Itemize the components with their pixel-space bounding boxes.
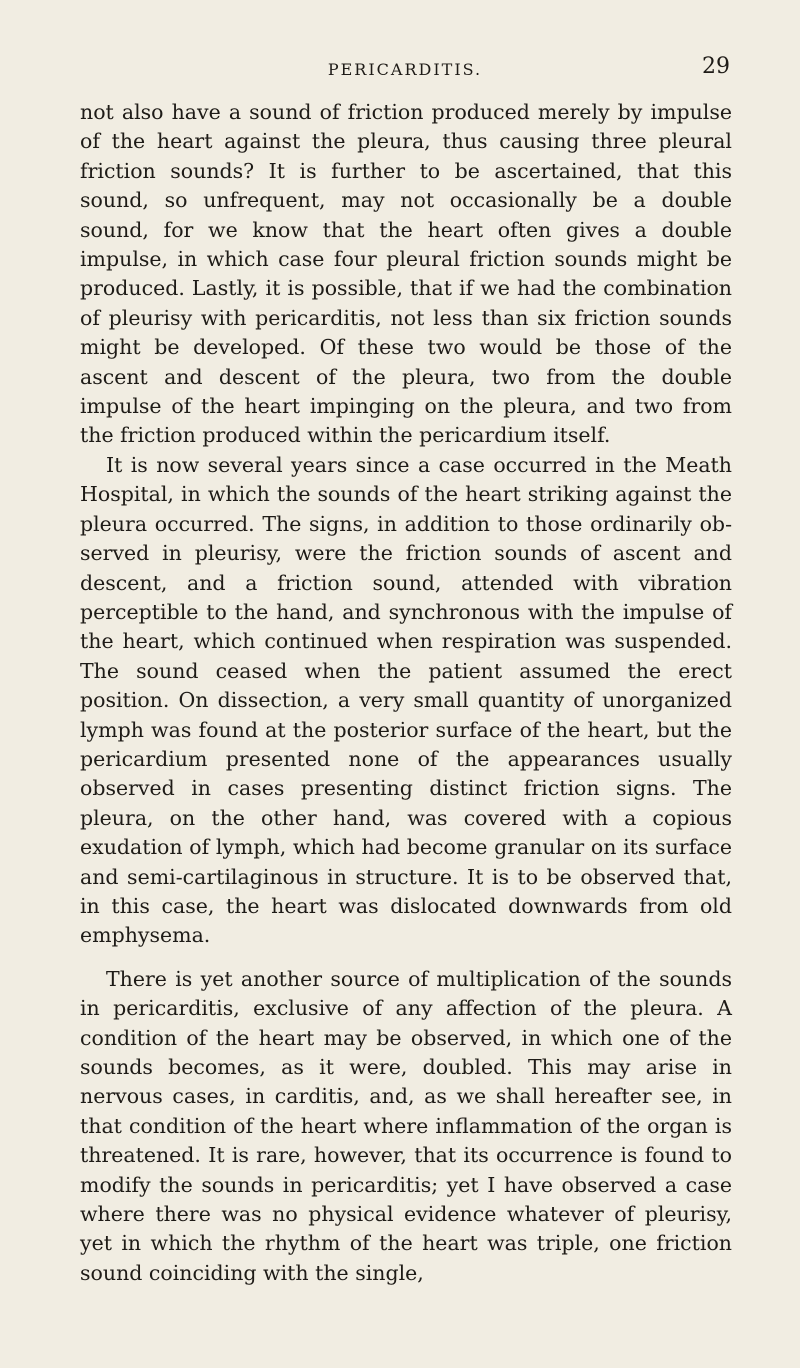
paragraph-1: not also have a sound of friction produced merely by impulse of the heart against the pleura, thus causing three pleural friction sounds? It is further to be ascertained, that this sound, so unfrequent, may not occasionally be a double sound, for we know that the heart often gives a double impulse, in which case four pleural friction sounds might be produced. Lastly, it is possible, that if we had the combination of pleurisy with pericarditis, not less than six friction sounds might be developed. Of these two would be those of the ascent and descent of the pleura, two from the double impulse of the heart impinging on the pleura, and two from the friction produced within the pericardium itself. — [80, 100, 732, 448]
page-number: 29 — [702, 54, 730, 79]
paragraph-3: There is yet another source of multiplication of the sounds in pericarditis, exclusive of any affection of the pleura. A condition of the heart may be observed, in which one of the sounds becomes, as it were, doubled. This may arise in nervous cases, in carditis, and, as we shall hereafter see, in that condition of the heart where inflammation of the organ is threatened. It is rare, however, that its occurrence is found to modify the sounds in pericarditis; yet I have observed a case where there was no physical evidence whatever of pleurisy, yet in which the rhythm of the heart was triple, one friction sound coinciding with the single, — [80, 966, 732, 1285]
page-header-title: PERICARDITIS. — [327, 60, 483, 79]
paragraph-2: It is now several years since a case occurred in the Meath Hospital, in which the sounds of the heart striking against the pleura occurred. The signs, in addition to those ordinarily observed in pleurisy, were the friction sounds of ascent and descent, and a friction sound, attended with vibration perceptible to the hand, and synchronous with the impulse of the heart, which continued when respiration was suspended. The sound ceased when the patient assumed the erect position. On dissection, a very small quantity of unorganized lymph was found at the posterior surface of the heart, but the pericardium presented none of the appearances usually observed in cases presenting distinct friction signs. The pleura, on the other hand, was covered with a copious exudation of lymph, which had become granular on its surface and semi-cartilaginous in structure. It is to be observed that, in this case, the heart was dislocated downwards from old emphysema. — [80, 452, 732, 948]
running-head — [80, 54, 730, 82]
body-text — [80, 98, 732, 1288]
